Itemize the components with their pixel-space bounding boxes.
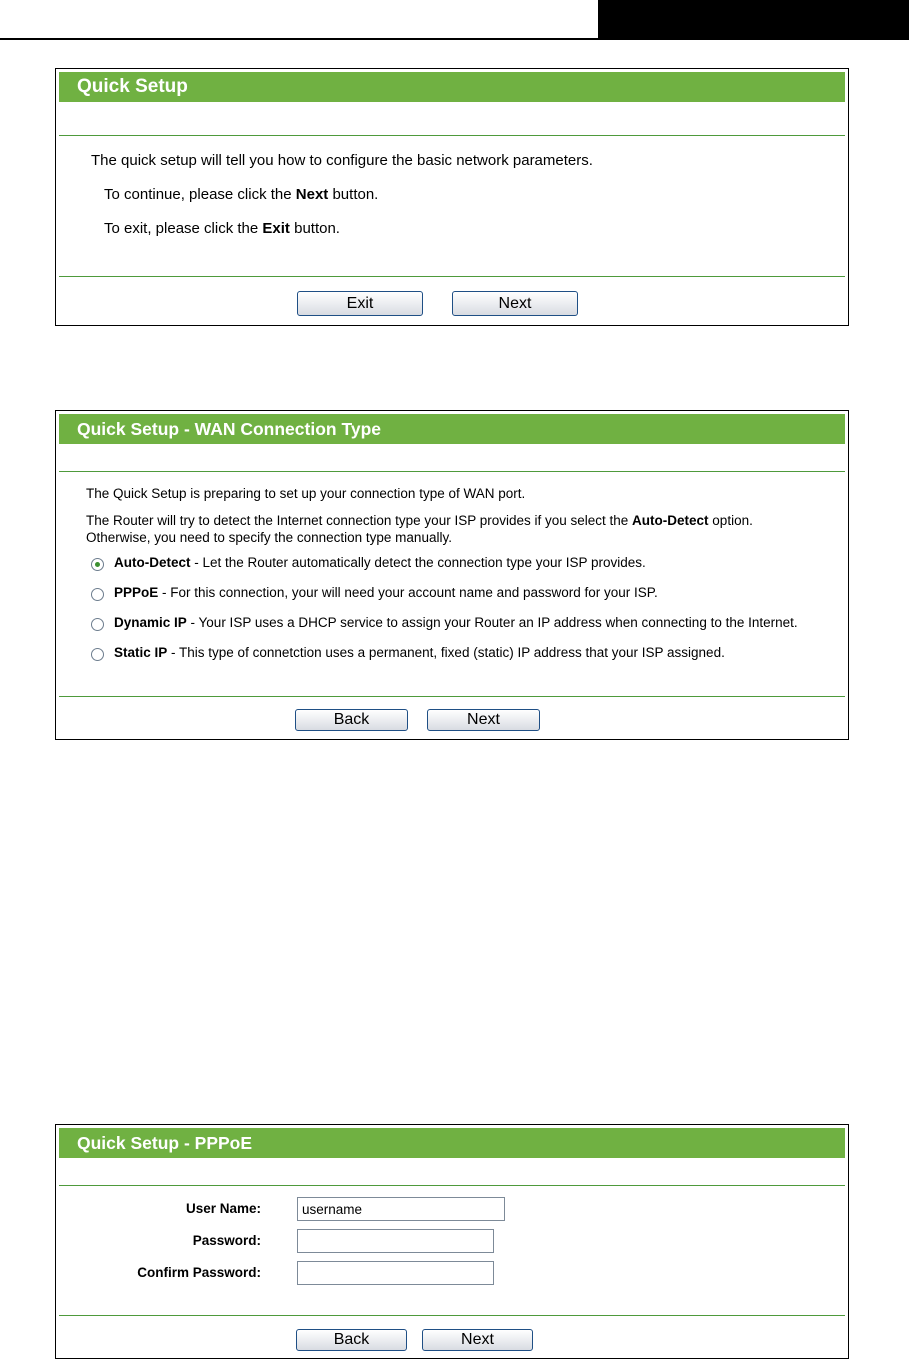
pppoe-option: PPPoE - For this connection, your will need your account name and password for your ISP.: [114, 585, 658, 600]
detect-text: The Router will try to detect the Internet connection type your ISP provides if you select the Auto-Detect option.: [86, 513, 753, 528]
continue-text: To continue, please click the Next button.: [104, 186, 379, 203]
exit-button[interactable]: Exit: [297, 291, 423, 316]
user-name-input[interactable]: [297, 1197, 505, 1221]
static-ip-radio[interactable]: [91, 648, 104, 661]
next-button[interactable]: Next: [422, 1329, 533, 1351]
divider: [59, 1315, 845, 1316]
header-black-bar: [598, 0, 909, 38]
confirm-password-label: Confirm Password:: [137, 1265, 261, 1280]
user-name-label: User Name:: [185, 1201, 261, 1216]
intro-text: The Quick Setup is preparing to set up your connection type of WAN port.: [86, 486, 526, 501]
pppoe-radio[interactable]: [91, 588, 104, 601]
divider: [59, 135, 845, 136]
radio-selected-dot: [95, 562, 100, 567]
auto-detect-option: Auto-Detect - Let the Router automatically detect the connection type your ISP provides.: [114, 555, 646, 570]
divider: [59, 276, 845, 277]
wan-connection-type-panel: [55, 410, 849, 740]
divider: [59, 1185, 845, 1186]
confirm-password-input[interactable]: [297, 1261, 494, 1285]
intro-text: The quick setup will tell you how to configure the basic network parameters.: [91, 152, 593, 169]
panel-title: Quick Setup - PPPoE: [59, 1128, 845, 1158]
panel-title: Quick Setup - WAN Connection Type: [59, 414, 845, 444]
next-button[interactable]: Next: [452, 291, 578, 316]
otherwise-text: Otherwise, you need to specify the connection type manually.: [86, 530, 452, 545]
auto-detect-radio[interactable]: [91, 558, 104, 571]
password-label: Password:: [192, 1233, 261, 1248]
back-button[interactable]: Back: [295, 709, 408, 731]
static-ip-option: Static IP - This type of connetction uses a permanent, fixed (static) IP address that your ISP assigned.: [114, 645, 725, 660]
quick-setup-panel: [55, 68, 849, 326]
back-button[interactable]: Back: [296, 1329, 407, 1351]
password-input[interactable]: [297, 1229, 494, 1253]
panel-title: Quick Setup: [59, 72, 845, 102]
header-rule: [0, 38, 909, 40]
dynamic-ip-radio[interactable]: [91, 618, 104, 631]
dynamic-ip-option: Dynamic IP - Your ISP uses a DHCP service to assign your Router an IP address when connecting to the Internet.: [114, 615, 798, 630]
divider: [59, 471, 845, 472]
divider: [59, 696, 845, 697]
pppoe-panel: [55, 1124, 849, 1359]
next-button[interactable]: Next: [427, 709, 540, 731]
exit-text: To exit, please click the Exit button.: [104, 220, 340, 237]
